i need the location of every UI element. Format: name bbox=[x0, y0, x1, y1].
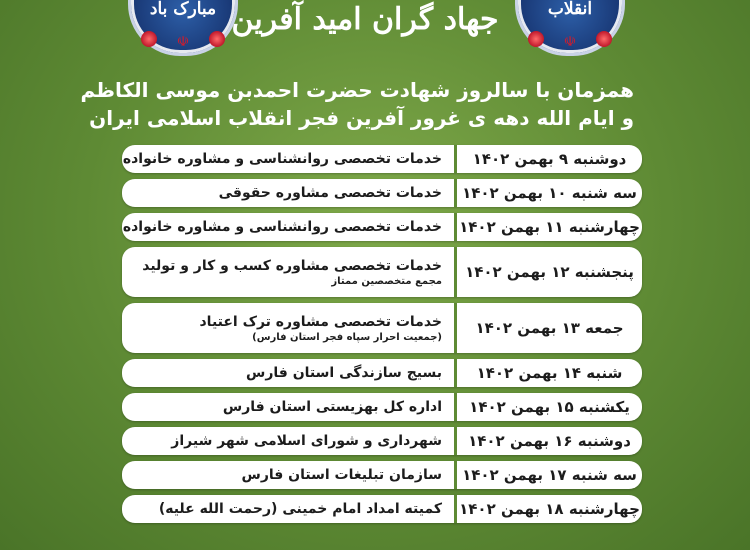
intro-line-2: و ایام الله دهه ی غرور آفرین فجر انقلاب اسلامی ایران bbox=[89, 106, 634, 130]
schedule-row bbox=[122, 461, 642, 489]
schedule-date: شنبه ۱۴ بهمن ۱۴۰۲ bbox=[454, 359, 642, 387]
schedule-note: (جمعیت احرار سپاه فجر استان فارس) bbox=[252, 331, 442, 343]
schedule-row bbox=[122, 495, 642, 523]
schedule-note: مجمع متخصصین ممتاز bbox=[331, 275, 442, 287]
schedule-title: خدمات تخصصی مشاوره ترک اعتیاد bbox=[199, 313, 442, 330]
schedule-desc bbox=[122, 461, 454, 489]
schedule-desc bbox=[122, 247, 454, 297]
intro-text bbox=[60, 76, 634, 132]
schedule-desc bbox=[122, 427, 454, 455]
slogan: جهاد گران امید آفرین bbox=[231, 2, 499, 37]
schedule-desc bbox=[122, 495, 454, 523]
schedule-title: بسیج سازندگی استان فارس bbox=[246, 365, 442, 381]
iran-emblem-icon: ☫ bbox=[563, 34, 577, 50]
schedule-row bbox=[122, 213, 642, 241]
schedule-title: سازمان تبلیغات استان فارس bbox=[241, 467, 442, 483]
schedule-list bbox=[122, 145, 642, 529]
schedule-date: جمعه ۱۳ بهمن ۱۴۰۲ bbox=[454, 303, 642, 353]
tulip-icon bbox=[596, 31, 612, 47]
schedule-date: سه شنبه ۱۷ بهمن ۱۴۰۲ bbox=[454, 461, 642, 489]
schedule-row bbox=[122, 145, 642, 173]
schedule-title: خدمات تخصصی مشاوره کسب و کار و تولید bbox=[142, 257, 442, 274]
iran-emblem-icon: ☫ bbox=[176, 34, 190, 50]
schedule-desc bbox=[122, 359, 454, 387]
tulip-icon bbox=[528, 31, 544, 47]
right-emblem bbox=[515, 0, 625, 56]
schedule-desc bbox=[122, 179, 454, 207]
schedule-title: شهرداری و شورای اسلامی شهر شیراز bbox=[171, 433, 442, 449]
schedule-row bbox=[122, 427, 642, 455]
schedule-title: کمیته امداد امام خمینی (رحمت الله علیه) bbox=[158, 501, 442, 517]
schedule-row bbox=[122, 247, 642, 297]
schedule-desc bbox=[122, 393, 454, 421]
schedule-date: دوشنبه ۱۶ بهمن ۱۴۰۲ bbox=[454, 427, 642, 455]
schedule-date: سه شنبه ۱۰ بهمن ۱۴۰۲ bbox=[454, 179, 642, 207]
schedule-date: یکشنبه ۱۵ بهمن ۱۴۰۲ bbox=[454, 393, 642, 421]
schedule-desc bbox=[122, 145, 454, 173]
schedule-row bbox=[122, 303, 642, 353]
schedule-date: چهارشنبه ۱۸ بهمن ۱۴۰۲ bbox=[454, 495, 642, 523]
schedule-title: خدمات تخصصی روانشناسی و مشاوره خانواده bbox=[122, 219, 442, 235]
schedule-title: خدمات تخصصی روانشناسی و مشاوره خانواده bbox=[122, 151, 442, 167]
schedule-date: چهارشنبه ۱۱ بهمن ۱۴۰۲ bbox=[454, 213, 642, 241]
schedule-title: اداره کل بهزیستی استان فارس bbox=[222, 399, 442, 415]
intro-line-1: همزمان با سالروز شهادت حضرت احمدبن موسی الکاظم bbox=[80, 78, 634, 102]
schedule-desc bbox=[122, 303, 454, 353]
schedule-date: پنجشنبه ۱۲ بهمن ۱۴۰۲ bbox=[454, 247, 642, 297]
right-emblem-text: انقلاب bbox=[547, 0, 593, 19]
tulip-icon bbox=[141, 31, 157, 47]
schedule-date: دوشنبه ۹ بهمن ۱۴۰۲ bbox=[454, 145, 642, 173]
left-emblem-text: مبارک باد bbox=[149, 0, 217, 19]
schedule-desc bbox=[122, 213, 454, 241]
schedule-row bbox=[122, 179, 642, 207]
schedule-row bbox=[122, 393, 642, 421]
schedule-row bbox=[122, 359, 642, 387]
schedule-title: خدمات تخصصی مشاوره حقوقی bbox=[218, 185, 442, 201]
